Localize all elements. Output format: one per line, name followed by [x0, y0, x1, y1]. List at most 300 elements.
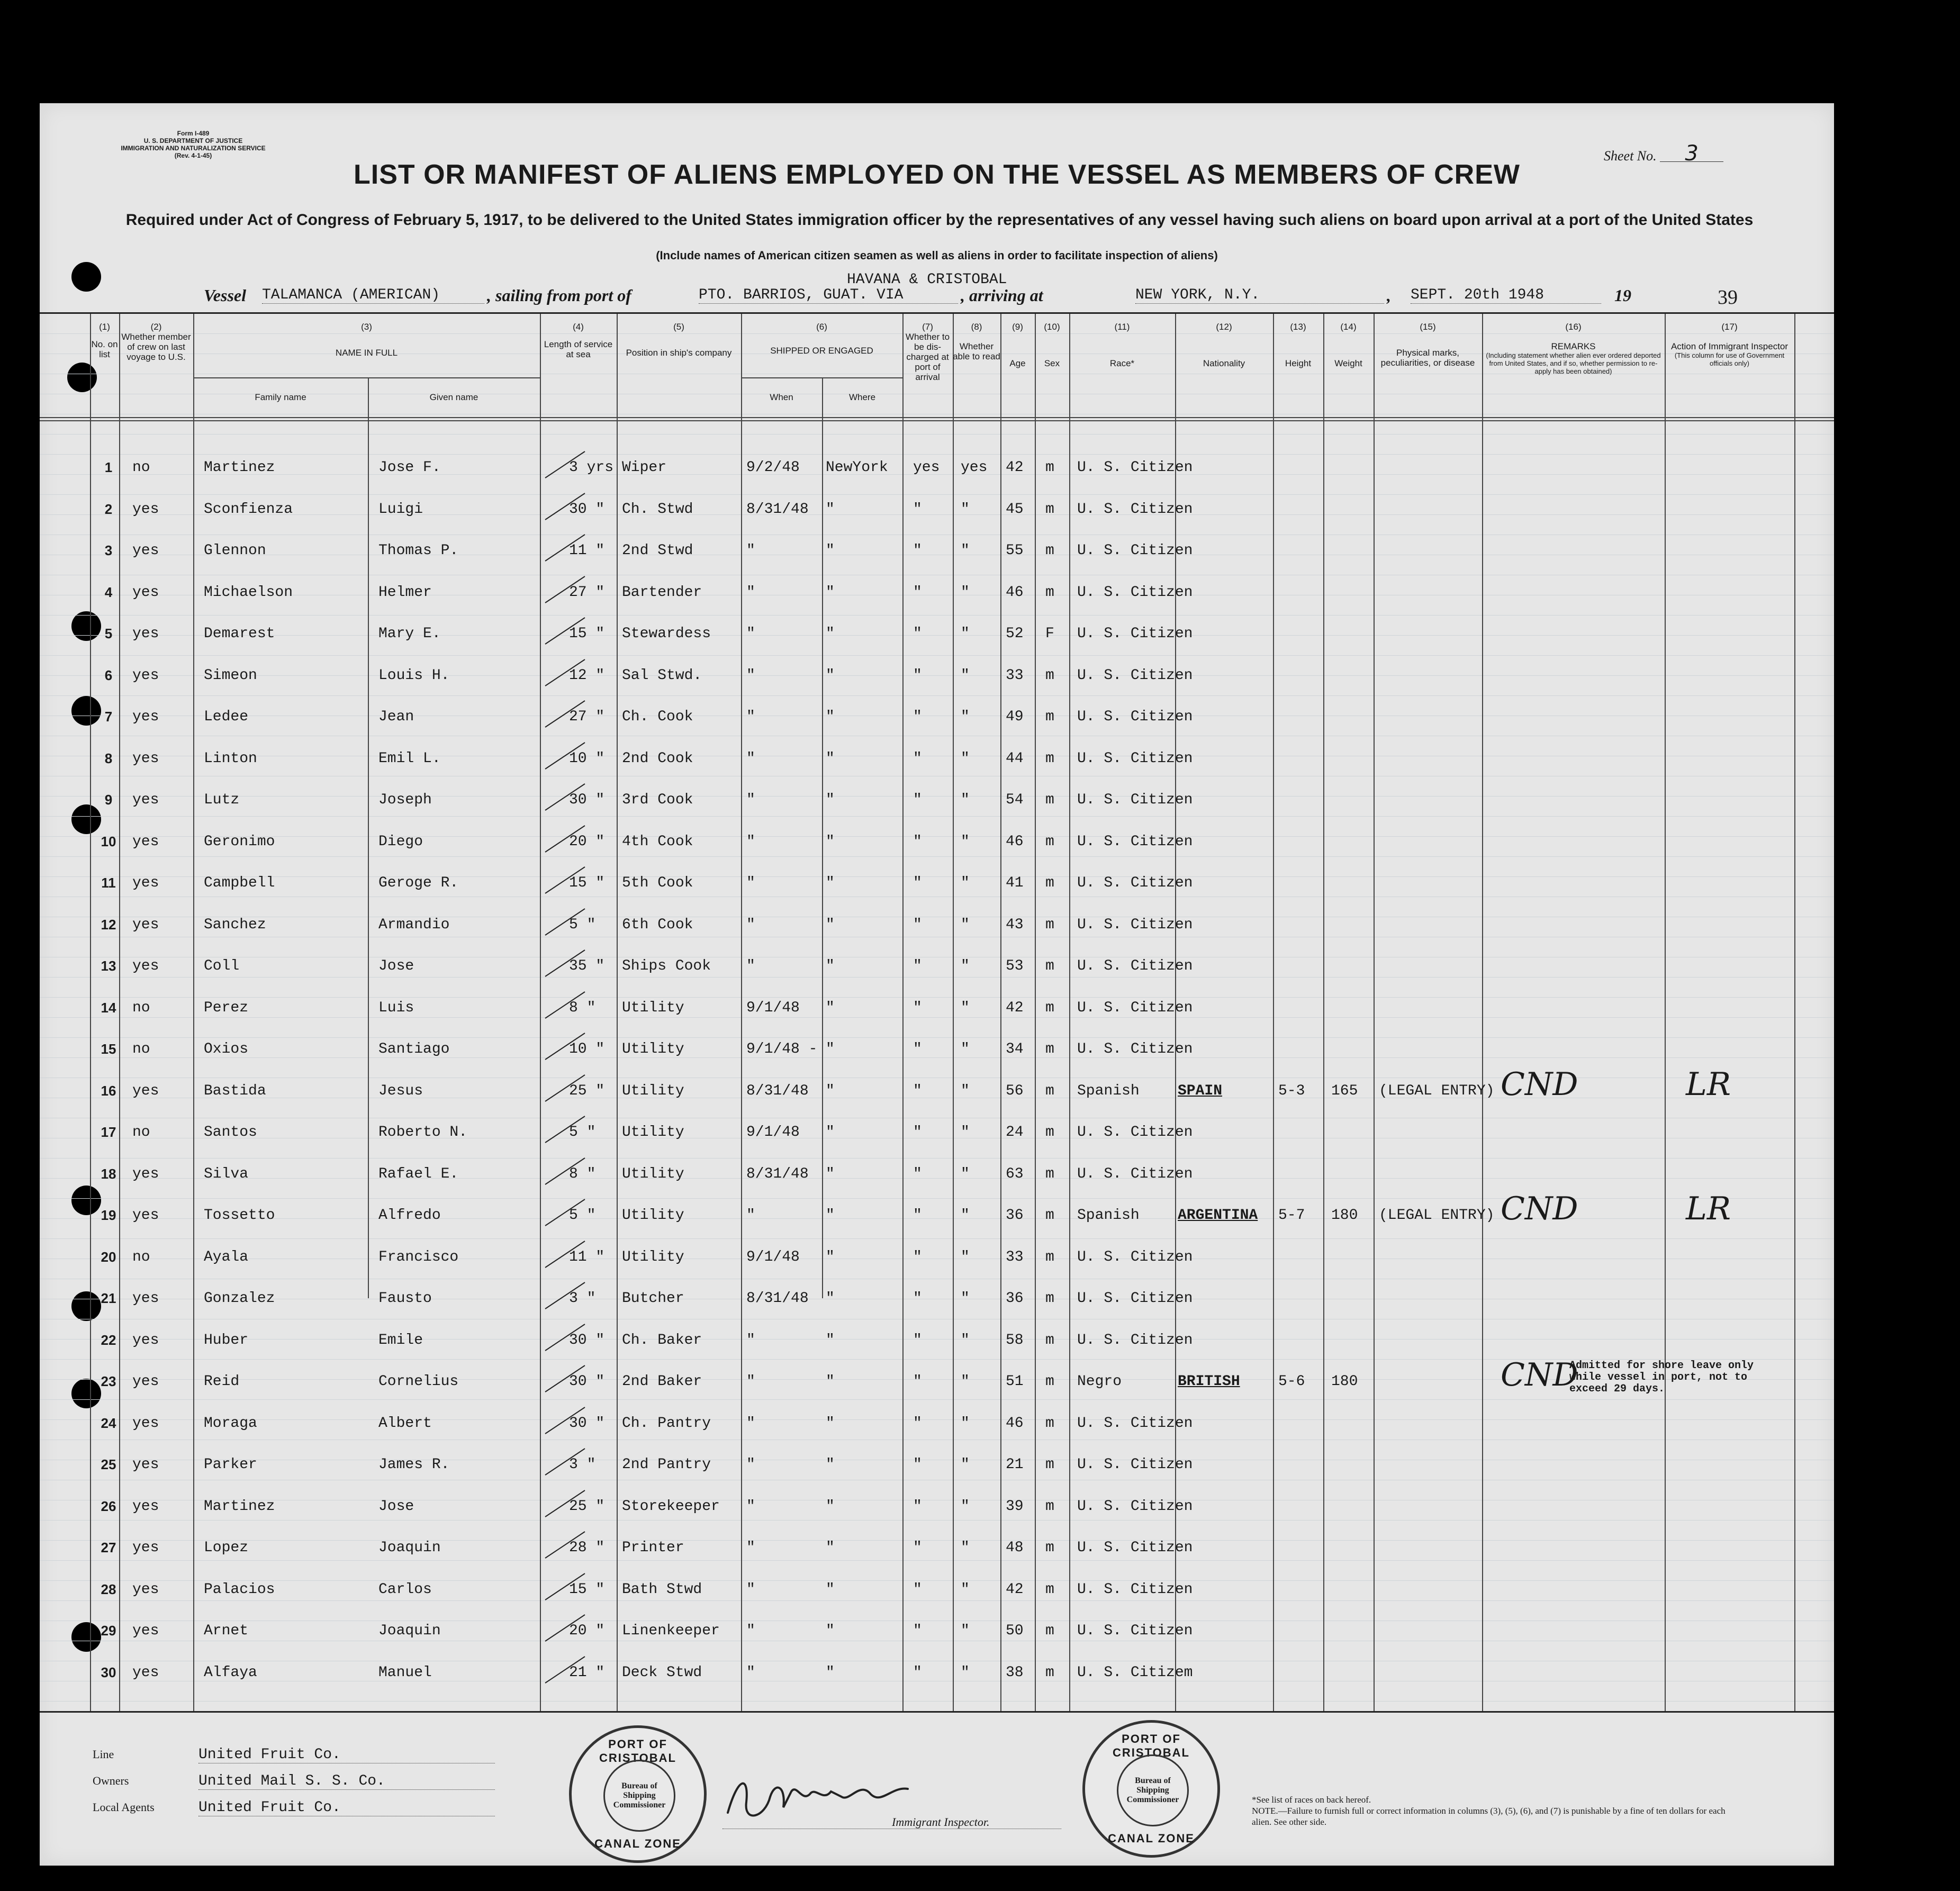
- cell-family: Santos: [204, 1124, 257, 1141]
- cell-disch: ": [913, 1332, 922, 1349]
- cell-where: NewYork: [826, 459, 888, 476]
- cell-read: ": [961, 667, 970, 684]
- cell-position: Sal Stwd.: [622, 667, 702, 684]
- cell-last: yes: [132, 1623, 159, 1639]
- cell-family: Coll: [204, 958, 240, 974]
- col-13-header: (13) Height: [1285, 322, 1312, 368]
- cell-given: Roberto N.: [378, 1124, 468, 1141]
- cell-given: Louis H.: [378, 667, 450, 684]
- cell-sex: m: [1045, 1124, 1054, 1141]
- cell-age: 36: [1006, 1290, 1024, 1307]
- cell-position: Wiper: [622, 459, 667, 476]
- cell-service: 5 ": [569, 1207, 596, 1224]
- cell-where: ": [826, 1664, 835, 1681]
- cell-race: U. S. Citizen: [1077, 667, 1193, 684]
- cell-service: 25 ": [569, 1498, 605, 1515]
- cell-action: LR: [1686, 1190, 1731, 1227]
- cell-where: ": [826, 1456, 835, 1473]
- cell-age: 42: [1006, 1581, 1024, 1598]
- cell-family: Bastida: [204, 1082, 266, 1099]
- sailing-port: PTO. BARRIOS, GUAT. VIA: [699, 287, 958, 304]
- service-tick-mark: [543, 1114, 590, 1145]
- cell-position: 6th Cook: [622, 916, 693, 933]
- cell-disch: ": [913, 584, 922, 601]
- cell-service: 3 ": [569, 1456, 596, 1473]
- cell-no: 13: [101, 958, 116, 974]
- cell-remarks: CND: [1501, 1356, 1578, 1394]
- cell-disch: yes: [913, 459, 940, 476]
- cell-sex: m: [1045, 542, 1054, 559]
- cell-last: yes: [132, 542, 159, 559]
- cell-given: Cornelius: [378, 1373, 459, 1390]
- cell-position: Butcher: [622, 1290, 684, 1307]
- service-tick-mark: [543, 449, 590, 481]
- cell-action: LR: [1686, 1065, 1731, 1103]
- cell-position: Bartender: [622, 584, 702, 601]
- cell-service: 20 ": [569, 833, 605, 850]
- cell-given: Emil L.: [378, 750, 441, 767]
- cell-age: 52: [1006, 626, 1024, 642]
- cell-family: Tossetto: [204, 1207, 275, 1224]
- cell-position: 2nd Pantry: [622, 1456, 711, 1473]
- cell-sex: m: [1045, 1623, 1054, 1639]
- cell-last: no: [132, 999, 150, 1016]
- cell-family: Oxios: [204, 1041, 249, 1057]
- cell-when: ": [746, 1581, 755, 1598]
- vessel-name: TALAMANCA (AMERICAN): [262, 287, 484, 304]
- cell-last: yes: [132, 1207, 159, 1224]
- cell-race: U. S. Citizen: [1077, 999, 1193, 1016]
- table-row: [40, 1065, 1834, 1109]
- col-2-header: (2) Whether member of crew on last voyage to U.S.: [121, 322, 191, 362]
- cell-race: U. S. Citizen: [1077, 1165, 1193, 1182]
- service: IMMIGRATION AND NATURALIZATION SERVICE: [121, 144, 266, 152]
- cell-when: 9/1/48 -: [746, 1041, 818, 1057]
- cell-race: U. S. Citizen: [1077, 1248, 1193, 1265]
- cell-position: Utility: [622, 1207, 684, 1224]
- cell-family: Alfaya: [204, 1664, 257, 1681]
- cell-age: 42: [1006, 459, 1024, 476]
- cell-no: 4: [104, 584, 113, 600]
- cell-position: Utility: [622, 999, 684, 1016]
- cell-nationality: SPAIN: [1178, 1082, 1223, 1099]
- cell-service: 11 ": [569, 542, 605, 559]
- cell-read: ": [961, 626, 970, 642]
- cell-disch: ": [913, 1290, 922, 1307]
- cell-last: no: [132, 1124, 150, 1141]
- cell-sex: m: [1045, 667, 1054, 684]
- table-row: [40, 823, 1834, 860]
- cell-service: 30 ": [569, 501, 605, 518]
- cell-given: Alfredo: [378, 1207, 441, 1224]
- table-row: [40, 1654, 1834, 1691]
- cell-given: Joaquin: [378, 1540, 441, 1556]
- cell-no: 8: [104, 750, 113, 766]
- when-header: When: [770, 392, 793, 402]
- service-tick-mark: [543, 1446, 590, 1478]
- cell-family: Parker: [204, 1456, 257, 1473]
- col-4-header: (4) Length of service at sea: [544, 322, 613, 359]
- cell-when: ": [746, 958, 755, 974]
- cell-family: Glennon: [204, 542, 266, 559]
- punch-hole: [71, 262, 101, 292]
- cell-service: 27 ": [569, 709, 605, 725]
- cell-sex: m: [1045, 750, 1054, 767]
- cell-marks: (LEGAL ENTRY): [1379, 1082, 1495, 1099]
- cell-no: 10: [101, 833, 116, 849]
- vessel-line: Vessel TALAMANCA (AMERICAN) , sailing from port of PTO. BARRIOS, GUAT. VIA , arriving at NEW YORK, N.Y. , SEPT. 20th 1948 19: [204, 286, 1631, 305]
- cell-family: Sanchez: [204, 916, 266, 933]
- cell-disch: ": [913, 1664, 922, 1681]
- cell-last: yes: [132, 1165, 159, 1182]
- cell-age: 33: [1006, 1248, 1024, 1265]
- cell-no: 26: [101, 1498, 116, 1514]
- cell-disch: ": [913, 1165, 922, 1182]
- cell-service: 15 ": [569, 1581, 605, 1598]
- cell-service: 8 ": [569, 999, 596, 1016]
- cell-position: 2nd Cook: [622, 750, 693, 767]
- table-row: [40, 491, 1834, 528]
- cell-when: ": [746, 916, 755, 933]
- cell-disch: ": [913, 875, 922, 891]
- cell-read: ": [961, 833, 970, 850]
- cell-position: 2nd Stwd: [622, 542, 693, 559]
- cell-given: Thomas P.: [378, 542, 459, 559]
- cell-read: ": [961, 875, 970, 891]
- table-row: [40, 657, 1834, 694]
- cell-sex: m: [1045, 1664, 1054, 1681]
- cell-nationality: BRITISH: [1178, 1373, 1240, 1390]
- cell-service: 30 ": [569, 1373, 605, 1390]
- cell-where: ": [826, 1498, 835, 1515]
- cell-family: Lopez: [204, 1540, 249, 1556]
- cell-where: ": [826, 916, 835, 933]
- service-tick-mark: [543, 1612, 590, 1644]
- col-16-header: (16) REMARKS (Including statement whether alien ever ordered deported from United States, and if so, whether permission to re-apply has been obtained): [1486, 322, 1661, 375]
- cell-service: 27 ": [569, 584, 605, 601]
- cell-given: James R.: [378, 1456, 450, 1473]
- cell-sex: m: [1045, 1082, 1054, 1099]
- cell-family: Ayala: [204, 1248, 249, 1265]
- cell-age: 56: [1006, 1082, 1024, 1099]
- cell-read: ": [961, 999, 970, 1016]
- cell-last: yes: [132, 1290, 159, 1307]
- cell-service: 30 ": [569, 1332, 605, 1349]
- table-row: [40, 947, 1834, 984]
- cell-where: ": [826, 999, 835, 1016]
- cell-read: ": [961, 1165, 970, 1182]
- cell-position: Bath Stwd: [622, 1581, 702, 1598]
- cell-no: 14: [101, 999, 116, 1016]
- cell-no: 21: [101, 1290, 116, 1306]
- cell-race: Spanish: [1077, 1082, 1140, 1099]
- cell-read: ": [961, 1248, 970, 1265]
- cell-read: yes: [961, 459, 988, 476]
- cell-age: 54: [1006, 792, 1024, 808]
- port-seal-stamp: PORT OF CRISTOBAL Bureau of Shipping Commissioner CANAL ZONE: [569, 1725, 707, 1863]
- cell-age: 46: [1006, 833, 1024, 850]
- cell-race: U. S. Citizen: [1077, 916, 1193, 933]
- cell-disch: ": [913, 1207, 922, 1224]
- cell-no: 23: [101, 1373, 116, 1389]
- cell-when: 8/31/48: [746, 1082, 809, 1099]
- cell-where: ": [826, 1373, 835, 1390]
- cell-family: Linton: [204, 750, 257, 767]
- cell-service: 15 ": [569, 875, 605, 891]
- cell-read: ": [961, 916, 970, 933]
- arrival-date: SEPT. 20th 1948: [1411, 287, 1601, 304]
- cell-race: U. S. Citizen: [1077, 1498, 1193, 1515]
- cell-read: ": [961, 1415, 970, 1432]
- sailing-label: , sailing from port of: [487, 286, 631, 305]
- cell-position: Ch. Stwd: [622, 501, 693, 518]
- cell-read: ": [961, 958, 970, 974]
- cell-sex: m: [1045, 792, 1054, 808]
- cell-when: ": [746, 792, 755, 808]
- cell-sex: m: [1045, 1207, 1054, 1224]
- cell-last: yes: [132, 1415, 159, 1432]
- cell-sex: m: [1045, 833, 1054, 850]
- cell-read: ": [961, 1373, 970, 1390]
- cell-family: Demarest: [204, 626, 275, 642]
- manifest-table: [40, 312, 1834, 1713]
- cell-where: ": [826, 875, 835, 891]
- cell-disch: ": [913, 750, 922, 767]
- cell-race: U. S. Citizen: [1077, 1124, 1193, 1141]
- cell-position: Utility: [622, 1082, 684, 1099]
- service-tick-mark: [543, 615, 590, 647]
- cell-disch: ": [913, 1373, 922, 1390]
- cell-last: no: [132, 1041, 150, 1057]
- cell-where: ": [826, 584, 835, 601]
- service-tick-mark: [543, 1280, 590, 1311]
- service-tick-mark: [543, 657, 590, 689]
- sheet-number-value: 3: [1660, 146, 1723, 162]
- cell-sex: m: [1045, 1415, 1054, 1432]
- cell-race: U. S. Citizen: [1077, 958, 1193, 974]
- cell-no: 2: [104, 501, 113, 517]
- manifest-footer: [40, 1709, 1834, 1866]
- cell-age: 63: [1006, 1165, 1024, 1182]
- table-row: [40, 1529, 1834, 1566]
- cell-sex: m: [1045, 1540, 1054, 1556]
- cell-family: Huber: [204, 1332, 249, 1349]
- cell-age: 49: [1006, 709, 1024, 725]
- cell-given: Geroge R.: [378, 875, 459, 891]
- col-11-header: (11) Race*: [1109, 322, 1135, 368]
- cell-given: Jose: [378, 958, 414, 974]
- table-row: [40, 1155, 1834, 1192]
- service-tick-mark: [543, 1072, 590, 1104]
- form-number: Form I-489: [177, 130, 210, 137]
- cell-disch: ": [913, 916, 922, 933]
- cell-disch: ": [913, 1456, 922, 1473]
- cell-service: 11 ": [569, 1248, 605, 1265]
- cell-position: Ch. Pantry: [622, 1415, 711, 1432]
- cell-last: yes: [132, 750, 159, 767]
- cell-last: no: [132, 1248, 150, 1265]
- cell-position: Storekeeper: [622, 1498, 720, 1515]
- cell-where: ": [826, 1623, 835, 1639]
- cell-position: Stewardess: [622, 626, 711, 642]
- service-tick-mark: [543, 1529, 590, 1561]
- cell-given: Luigi: [378, 501, 423, 518]
- cell-when: ": [746, 584, 755, 601]
- cell-race: U. S. Citizen: [1077, 833, 1193, 850]
- agents-field: Local Agents United Fruit Co.: [93, 1799, 495, 1816]
- cell-given: Rafael E.: [378, 1165, 459, 1182]
- cell-position: 3rd Cook: [622, 792, 693, 808]
- cell-position: Ch. Cook: [622, 709, 693, 725]
- cell-family: Michaelson: [204, 584, 293, 601]
- table-row: [40, 1488, 1834, 1525]
- cell-race: Spanish: [1077, 1207, 1140, 1224]
- cell-where: ": [826, 1207, 835, 1224]
- cell-position: Utility: [622, 1124, 684, 1141]
- cell-no: 16: [101, 1082, 116, 1099]
- cell-no: 20: [101, 1248, 116, 1265]
- cell-nationality: ARGENTINA: [1178, 1207, 1258, 1224]
- cell-family: Martinez: [204, 459, 275, 476]
- cell-given: Albert: [378, 1415, 432, 1432]
- service-tick-mark: [543, 1363, 590, 1395]
- page-number: 39: [1718, 286, 1738, 309]
- cell-no: 9: [104, 792, 113, 808]
- cell-given: Carlos: [378, 1581, 432, 1598]
- cell-given: Diego: [378, 833, 423, 850]
- cell-read: ": [961, 1290, 970, 1307]
- cell-no: 30: [101, 1664, 116, 1680]
- cell-read: ": [961, 1664, 970, 1681]
- cell-age: 45: [1006, 501, 1024, 518]
- cell-when: ": [746, 1373, 755, 1390]
- cell-read: ": [961, 750, 970, 767]
- cell-last: yes: [132, 1581, 159, 1598]
- table-row: [40, 1280, 1834, 1317]
- cell-last: yes: [132, 1498, 159, 1515]
- cell-disch: ": [913, 709, 922, 725]
- col-14-header: (14) Weight: [1334, 322, 1362, 368]
- cell-race: U. S. Citizen: [1077, 584, 1193, 601]
- cell-sex: F: [1045, 626, 1054, 642]
- cell-last: yes: [132, 1456, 159, 1473]
- cell-disch: ": [913, 1124, 922, 1141]
- cell-age: 44: [1006, 750, 1024, 767]
- cell-service: 3 yrs: [569, 459, 614, 476]
- cell-where: ": [826, 667, 835, 684]
- cell-position: 5th Cook: [622, 875, 693, 891]
- cell-no: 6: [104, 667, 113, 683]
- cell-given: Jose F.: [378, 459, 441, 476]
- cell-where: ": [826, 1041, 835, 1057]
- cell-no: 12: [101, 916, 116, 933]
- cell-service: 12 ": [569, 667, 605, 684]
- cell-no: 29: [101, 1623, 116, 1639]
- cell-given: Santiago: [378, 1041, 450, 1057]
- given-name-header: Given name: [429, 392, 478, 402]
- cell-disch: ": [913, 667, 922, 684]
- cell-no: 11: [101, 875, 116, 891]
- service-tick-mark: [543, 864, 590, 896]
- service-tick-mark: [543, 491, 590, 522]
- cell-age: 33: [1006, 667, 1024, 684]
- cell-read: ": [961, 1456, 970, 1473]
- cell-age: 46: [1006, 1415, 1024, 1432]
- cell-position: Utility: [622, 1165, 684, 1182]
- cell-disch: ": [913, 1041, 922, 1057]
- cell-where: ": [826, 709, 835, 725]
- cell-sex: m: [1045, 1332, 1054, 1349]
- cell-family: Ledee: [204, 709, 249, 725]
- table-row: [40, 864, 1834, 901]
- table-row: [40, 1405, 1834, 1442]
- cell-given: Manuel: [378, 1664, 432, 1681]
- cell-family: Sconfienza: [204, 501, 293, 518]
- table-row: [40, 989, 1834, 1026]
- cell-disch: ": [913, 1581, 922, 1598]
- col-17-header: (17) Action of Immigrant Inspector (This column for use of Government officials only): [1670, 322, 1789, 367]
- cell-service: 3 ": [569, 1290, 596, 1307]
- col-8-header: (8) Whether able to read: [953, 322, 1000, 361]
- cell-marks: (LEGAL ENTRY): [1379, 1207, 1495, 1224]
- line-field: Line United Fruit Co.: [93, 1747, 495, 1763]
- cell-where: ": [826, 833, 835, 850]
- cell-given: Jesus: [378, 1082, 423, 1099]
- cell-where: ": [826, 501, 835, 518]
- cell-service: 10 ": [569, 1041, 605, 1057]
- cell-sex: m: [1045, 999, 1054, 1016]
- cell-age: 39: [1006, 1498, 1024, 1515]
- service-tick-mark: [543, 1322, 590, 1353]
- cell-service: 30 ": [569, 792, 605, 808]
- sheet-number-label: Sheet No.: [1604, 148, 1657, 164]
- destination: NEW YORK, N.Y.: [1135, 287, 1384, 304]
- service-tick-mark: [543, 1654, 590, 1686]
- cell-age: 46: [1006, 584, 1024, 601]
- cell-family: Palacios: [204, 1581, 275, 1598]
- cell-read: ": [961, 1082, 970, 1099]
- cell-race: U. S. Citizen: [1077, 626, 1193, 642]
- cell-last: yes: [132, 833, 159, 850]
- cell-when: ": [746, 1207, 755, 1224]
- cell-read: ": [961, 542, 970, 559]
- cell-position: Printer: [622, 1540, 684, 1556]
- cell-no: 18: [101, 1165, 116, 1182]
- cell-given: Helmer: [378, 584, 432, 601]
- revision: (Rev. 4-1-45): [174, 152, 212, 159]
- footer-note: *See list of races on back hereof. NOTE.—Failure to furnish full or correct information in columns (3), (5), (6), and (7) is punishable by a fine of ten dollars for each alien. See other side.: [1252, 1795, 1726, 1827]
- cell-age: 34: [1006, 1041, 1024, 1057]
- cell-when: ": [746, 626, 755, 642]
- cell-race: U. S. Citizen: [1077, 1290, 1193, 1307]
- cell-when: ": [746, 1332, 755, 1349]
- cell-last: yes: [132, 1332, 159, 1349]
- cell-last: yes: [132, 958, 159, 974]
- cell-no: 22: [101, 1332, 116, 1348]
- cell-service: 28 ": [569, 1540, 605, 1556]
- service-tick-mark: [543, 532, 590, 564]
- cell-when: ": [746, 1664, 755, 1681]
- cell-where: ": [826, 1290, 835, 1307]
- year-label: 19: [1614, 286, 1631, 305]
- cell-family: Perez: [204, 999, 249, 1016]
- cell-service: 10 ": [569, 750, 605, 767]
- cell-weight: 180: [1331, 1373, 1358, 1390]
- cell-family: Gonzalez: [204, 1290, 275, 1307]
- cell-when: ": [746, 1498, 755, 1515]
- cell-read: ": [961, 1332, 970, 1349]
- col-15-header: (15) Physical marks, peculiarities, or disease: [1380, 322, 1475, 368]
